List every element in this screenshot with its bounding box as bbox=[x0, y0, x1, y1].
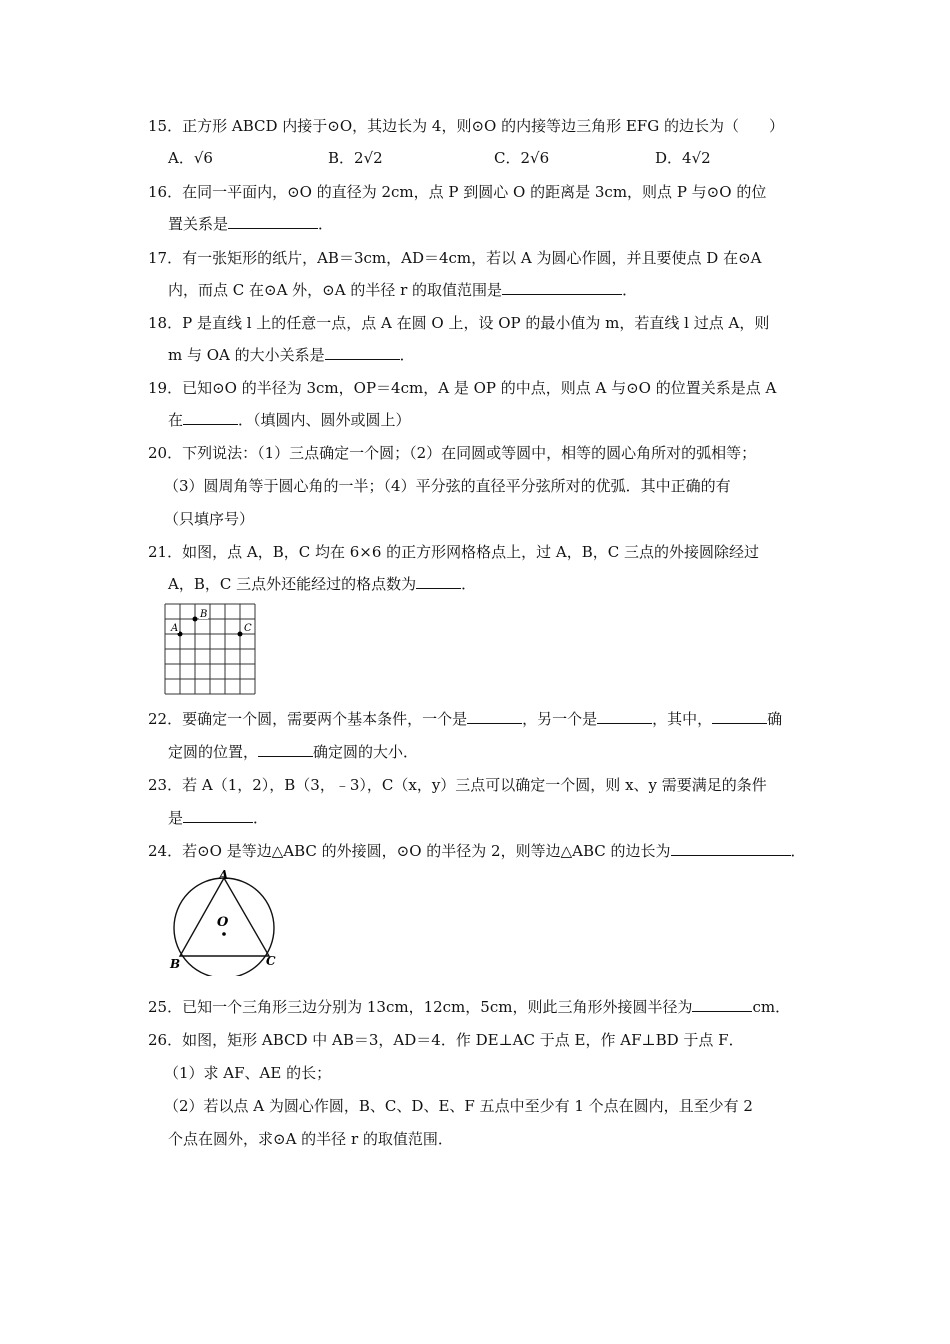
q16-line2: 置关系是 ． bbox=[168, 215, 334, 233]
q23-stem: 23．若 A（1，2），B（3，﹣3），C（x，y）三点可以确定一个圆，则 x、y 需要满足的条件 bbox=[148, 776, 767, 794]
q16-stem: 16．在同一平面内，⊙O 的直径为 2cm，点 P 到圆心 O 的距离是 3cm，则点 P 与⊙O 的位 bbox=[148, 183, 767, 201]
q17-line2: 内，而点 C 在⊙A 外，⊙A 的半径 r 的取值范围是 ． bbox=[168, 281, 638, 299]
q26-part2-line2: 个点在圆外，求⊙A 的半径 r 的取值范围． bbox=[168, 1130, 453, 1148]
answer-blank[interactable] bbox=[325, 345, 400, 360]
q15-option-a: A．√6 bbox=[168, 149, 213, 167]
q18-stem: 18．P 是直线 l 上的任意一点，点 A 在圆 O 上，设 OP 的最小值为 m，若直线 l 过点 A，则 bbox=[148, 314, 770, 332]
q15-stem: 15．正方形 ABCD 内接于⊙O，其边长为 4，则⊙O 的内接等边三角形 EFG 的边长为（ ） bbox=[148, 117, 784, 135]
q24-circle-figure bbox=[166, 868, 286, 976]
answer-blank[interactable] bbox=[671, 841, 791, 856]
answer-blank[interactable] bbox=[597, 709, 652, 724]
label-a: A bbox=[171, 623, 179, 634]
q19-stem: 19．已知⊙O 的半径为 3cm，OP＝4cm，A 是 OP 的中点，则点 A 与⊙O 的位置关系是点 A bbox=[148, 379, 777, 397]
grid-lines bbox=[165, 604, 255, 694]
label-c: C bbox=[244, 623, 252, 634]
label-a: A bbox=[219, 868, 229, 882]
q15-option-b: B．2√2 bbox=[328, 149, 383, 167]
q21-grid-figure bbox=[164, 603, 258, 695]
center-point bbox=[222, 932, 226, 936]
q22-line1: 22．要确定一个圆，需要两个基本条件，一个是 ，另一个是 ，其中， 确 bbox=[148, 710, 783, 728]
q21-stem: 21．如图，点 A，B，C 均在 6×6 的正方形网格格点上，过 A，B，C 三点的外接圆除经过 bbox=[148, 543, 760, 561]
q23-line2: 是 ． bbox=[168, 809, 269, 827]
answer-blank[interactable] bbox=[183, 410, 238, 425]
q19-line2: 在 ．（填圆内、圆外或圆上） bbox=[168, 411, 411, 429]
answer-blank[interactable] bbox=[183, 808, 253, 823]
point-b bbox=[193, 617, 198, 622]
q21-line2: A，B，C 三点外还能经过的格点数为 ． bbox=[168, 575, 477, 593]
q17-stem: 17．有一张矩形的纸片，AB＝3cm，AD＝4cm，若以 A 为圆心作圆，并且要使点 D 在⊙A bbox=[148, 249, 762, 267]
answer-blank[interactable] bbox=[416, 574, 461, 589]
q26-part1: （1）求 AF、AE 的长； bbox=[164, 1064, 332, 1082]
q20-line2: （3）圆周角等于圆心角的一半；（4）平分弦的直径平分弦所对的优弧．其中正确的有 bbox=[164, 477, 731, 495]
q26-part2-line1: （2）若以点 A 为圆心作圆，B、C、D、E、F 五点中至少有 1 个点在圆内，且至少有 2 bbox=[164, 1097, 753, 1115]
q20-stem: 20．下列说法：（1）三点确定一个圆；（2）在同圆或等圆中，相等的圆心角所对的弧相等； bbox=[148, 444, 757, 462]
q15-option-d: D．4√2 bbox=[655, 149, 711, 167]
answer-blank[interactable] bbox=[467, 709, 522, 724]
label-b: B bbox=[170, 957, 181, 971]
label-o: O bbox=[217, 915, 229, 930]
q25-line1: 25．已知一个三角形三边分别为 13cm，12cm，5cm，则此三角形外接圆半径为 cm． bbox=[148, 998, 791, 1016]
q26-stem: 26．如图，矩形 ABCD 中 AB＝3，AD＝4．作 DE⊥AC 于点 E，作 AF⊥BD 于点 F． bbox=[148, 1031, 744, 1049]
label-b: B bbox=[200, 609, 208, 620]
answer-blank[interactable] bbox=[258, 742, 313, 757]
q15-option-c: C．2√6 bbox=[494, 149, 550, 167]
answer-blank[interactable] bbox=[692, 997, 752, 1012]
q24-line1: 24．若⊙O 是等边△ABC 的外接圆，⊙O 的半径为 2，则等边△ABC 的边长为 ． bbox=[148, 842, 806, 860]
q18-line2: m 与 OA 的大小关系是 ． bbox=[168, 346, 415, 364]
q22-line2: 定圆的位置， 确定圆的大小． bbox=[168, 743, 419, 761]
label-c: C bbox=[266, 954, 276, 968]
point-c bbox=[238, 632, 243, 637]
q20-line3: （只填序号） bbox=[164, 510, 255, 528]
answer-blank[interactable] bbox=[712, 709, 767, 724]
answer-blank[interactable] bbox=[502, 280, 622, 295]
answer-blank[interactable] bbox=[228, 214, 318, 229]
